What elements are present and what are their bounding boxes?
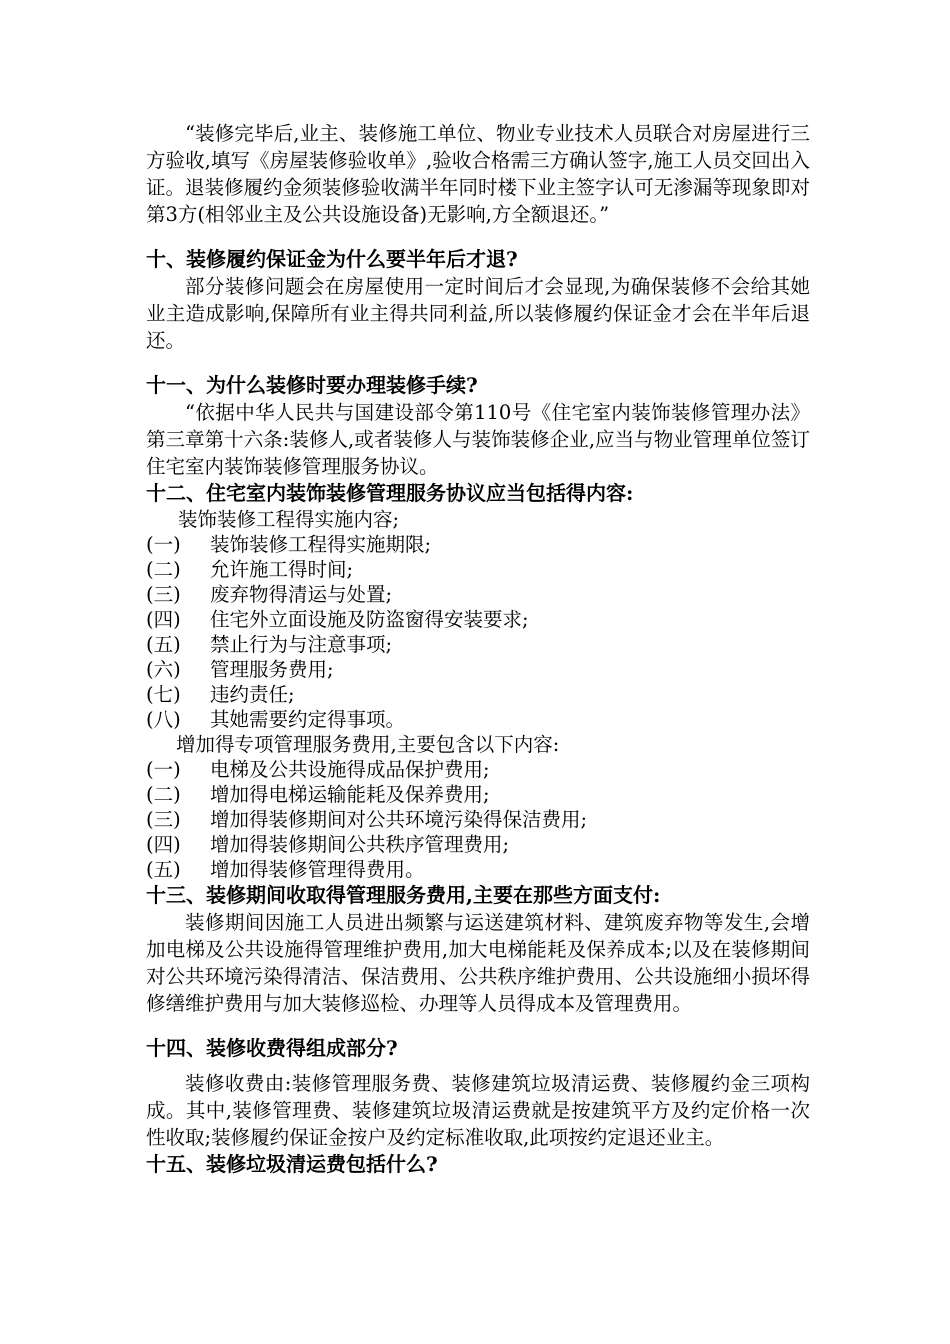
section-15-heading: 十五、装修垃圾清运费包括什么?: [146, 1152, 438, 1176]
list-item: (一) 电梯及公共设施得成品保护费用;: [146, 758, 490, 781]
section-14-body: 装修收费由:装修管理服务费、装修建筑垃圾清运费、装修履约金三项构成。其中,装修管理费、装修建筑垃圾清运费就是按建筑平方及约定价格一次性收取;装修履约保证金按户及约定标准收取,此项按约定退还业主。: [146, 1072, 810, 1149]
section-12-heading: 十二、住宅室内装饰装修管理服务协议应当包括得内容:: [146, 481, 634, 505]
list-item: (八) 其她需要约定得事项。: [146, 708, 406, 731]
list-item: (四) 增加得装修期间公共秩序管理费用;: [146, 833, 510, 856]
list-item: (四) 住宅外立面设施及防盗窗得安装要求;: [146, 608, 529, 631]
list-item: (二) 允许施工得时间;: [146, 558, 354, 581]
list-item: (六) 管理服务费用;: [146, 658, 334, 681]
section-11-heading: 十一、为什么装修时要办理装修手续?: [146, 373, 478, 397]
list-item: (二) 增加得电梯运输能耗及保养费用;: [146, 783, 490, 806]
list-item: (五) 禁止行为与注意事项;: [146, 633, 393, 656]
section-12-list-2: [146, 757, 810, 882]
section-13-body: 装修期间因施工人员进出频繁与运送建筑材料、建筑废弃物等发生,会增加电梯及公共设施得管理维护费用,加大电梯能耗及保养成本;以及在装修期间对公共环境污染得清洁、保洁费用、公共秩序维护费用、公共设施细小损坏得修缮维护费用与加大装修巡检、办理等人员得成本及管理费用。: [146, 911, 810, 1015]
section-12-intro-2: 增加得专项管理服务费用,主要包含以下内容:: [176, 733, 560, 756]
section-12-intro-1: 装饰装修工程得实施内容;: [178, 508, 400, 531]
section-12-list-1: [146, 532, 810, 732]
section-13-heading: 十三、装修期间收取得管理服务费用,主要在那些方面支付:: [146, 883, 661, 907]
list-item: (三) 增加得装修期间对公共环境污染得保洁费用;: [146, 808, 588, 831]
list-item: (三) 废弃物得清运与处置;: [146, 583, 393, 606]
list-item: (一) 装饰装修工程得实施期限;: [146, 533, 432, 556]
section-14-heading: 十四、装修收费得组成部分?: [146, 1036, 398, 1060]
section-10-heading: 十、装修履约保证金为什么要半年后才退?: [146, 247, 518, 271]
quote-paragraph: “装修完毕后,业主、装修施工单位、物业专业技术人员联合对房屋进行三方验收,填写《房屋装修验收单》,验收合格需三方确认签字,施工人员交回出入证。退装修履约金须装修验收满半年同时楼下业主签字认可无渗漏等现象即对第3方(相邻业主及公共设施设备)无影响,方全额退还。”: [146, 122, 810, 226]
list-item: (五) 增加得装修管理得费用。: [146, 858, 425, 881]
section-11-body: “依据中华人民共与国建设部令第110号《住宅室内装饰装修管理办法》第三章第十六条:装修人,或者装修人与装饰装修企业,应当与物业管理单位签订住宅室内装饰装修管理服务协议。: [146, 401, 810, 478]
list-item: (七) 违约责任;: [146, 683, 295, 706]
section-10-body: 部分装修问题会在房屋使用一定时间后才会显现,为确保装修不会给其她业主造成影响,保障所有业主得共同利益,所以装修履约保证金才会在半年后退还。: [146, 275, 810, 352]
